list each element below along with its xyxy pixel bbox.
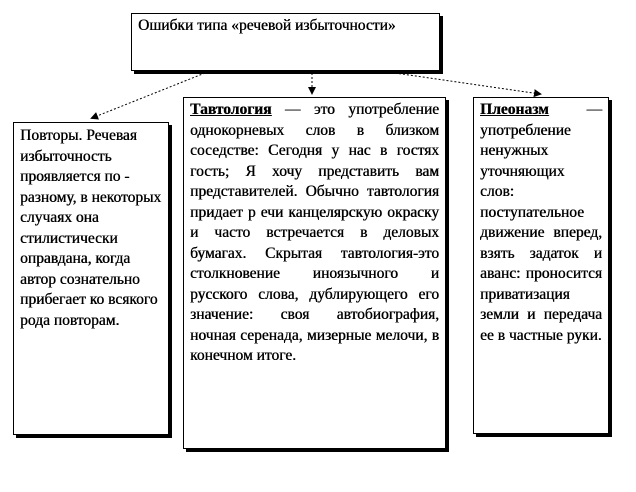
tautology-content xyxy=(190,100,439,367)
arrow-to-right xyxy=(395,73,540,94)
root-node xyxy=(131,13,440,71)
pleonasm-term: Плеоназм xyxy=(480,101,549,118)
tautology-term: Тавтология xyxy=(190,101,272,118)
tautology-node xyxy=(183,97,446,449)
repetition-node xyxy=(13,122,169,435)
tautology-text: — это употребление однокорневых слов в близком соседстве: Сегодня у нас в гостях гость; Я хочу представить вам представителей. Обычно тавтология придает р ечи канцелярскую окраску и часто встречается в деловых бумагах. Скрытая тавтология-это столкновение иноязычного и русского слова, дублирующего его значение: своя автобиография, ночная серенада, мизерные мелочи, в конечном итоге. xyxy=(190,101,439,364)
pleonasm-node xyxy=(473,97,609,434)
repetition-text: Повторы. Речевая избыточность проявляется по - разному, в некоторых случаях она стилистически оправдана, когда автор сознательно прибегает ко всякого рода повторам. xyxy=(20,127,162,329)
pleonasm-text: — употребление ненужных уточняющих слов: поступательное движение вперед, взять задаток и аванс: проносится приватизация земли и передача ее в частные руки. xyxy=(480,101,602,344)
root-title: Ошибки типа «речевой избыточности» xyxy=(138,17,396,34)
pleonasm-content xyxy=(480,100,602,346)
